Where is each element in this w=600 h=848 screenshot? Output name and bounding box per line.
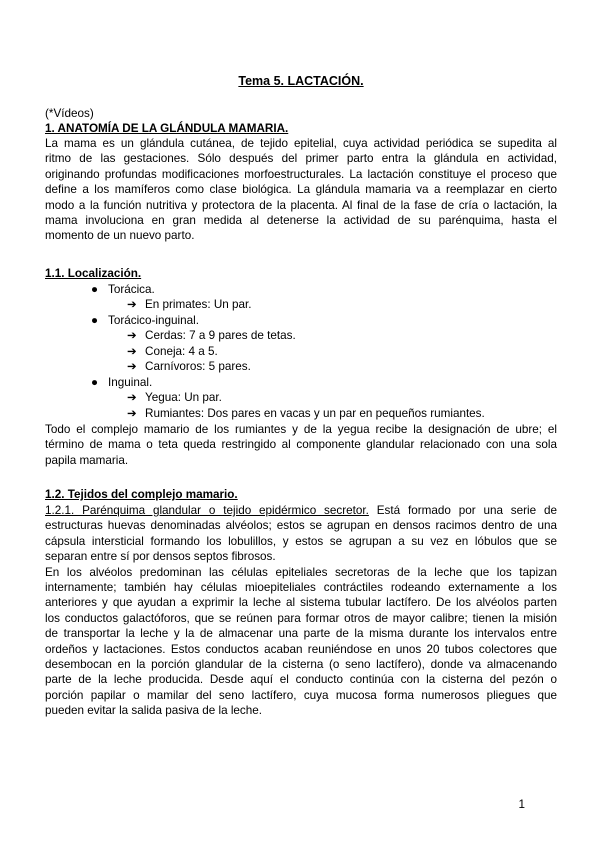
arrow-right-icon: ➔ (127, 329, 137, 342)
sub-list-item (127, 297, 252, 312)
bullet-icon: ● (91, 283, 99, 296)
list-item-label: Torácica. (108, 283, 155, 296)
sub-list-item-label: Rumiantes: Dos pares en vacas y un par en pequeños rumiantes. (145, 407, 485, 420)
paragraph-first-line (45, 503, 557, 518)
paragraph-line: ritmo de las gestaciones. Sólo después del primer parto entra la glándula en actividad, (45, 152, 557, 166)
arrow-right-icon: ➔ (127, 407, 137, 420)
paragraph-line: cápsula intersticial formando los lobulillos, y estos se agrupan a su vez en lóbulos que se (45, 534, 557, 548)
paragraph-line: anteriores y que ayudan a exprimir la leche al sistema tubular lactífero. De los alvéolos parten (45, 596, 557, 610)
paragraph-line: mama involuciona en gran medida al detenerse la actividad de su parénquima, hasta el (45, 214, 557, 228)
paragraph-line: papila mamaria. (45, 453, 129, 467)
paragraph-line: modo a la función nutritiva y protectora de la placenta. Al final de la fase de cría o lactación, la (45, 198, 557, 212)
arrow-right-icon: ➔ (127, 298, 137, 311)
paragraph-line: desembocan en la porción glandular de la cisterna (o seno lactífero), donde va almacenando (45, 658, 557, 672)
section-1-1-heading: 1.1. Localización. (45, 267, 142, 280)
bullet-icon: ● (91, 376, 99, 389)
arrow-right-icon: ➔ (127, 345, 137, 358)
page-title: Tema 5. LACTACIÓN. (238, 74, 364, 88)
paragraph-line: término de mama o teta queda restringido al componente glandular relacionado con una sola (45, 438, 557, 452)
section-1-2-paragraph (45, 503, 557, 719)
sub-list-item-label: Cerdas: 7 a 9 pares de tetas. (145, 329, 296, 342)
bullet-icon: ● (91, 314, 99, 327)
paragraph-line: momento de un nuevo parto. (45, 229, 195, 243)
paragraph-line: En los alvéolos predominan las células epiteliales secretoras de la leche que los tapizan (45, 565, 557, 579)
paragraph-line: de transportar la leche y la de almacenar una parte de la misma durante los intervalos entre (45, 627, 557, 641)
sub-list-item (127, 359, 251, 374)
paragraph-line: originando profundas modificaciones morfoestructurales. La lactación constituye el proceso que (45, 167, 557, 181)
sub-list-item (127, 406, 485, 421)
section-1-paragraph (45, 136, 557, 244)
paragraph-line: internamente; también hay células mioepiteliales contráctiles rodeando externamente a los (45, 581, 557, 595)
sub-heading: 1.2.1. Parénquima glandular o tejido epidérmico secretor. (45, 504, 369, 517)
paragraph-line: define a los mamíferos como clase biológica. La glándula mamaria va a reemplazar en cierto (45, 183, 557, 197)
list-item-label: Inguinal. (108, 376, 153, 389)
paragraph-line: ordeños y lactaciones. Estos conductos acaban reuniéndose en unos 20 tubos colectores que (45, 642, 557, 656)
section-1-heading: 1. ANATOMÍA DE LA GLÁNDULA MAMARIA. (45, 122, 289, 135)
list-item-label: Torácico-inguinal. (108, 314, 199, 327)
arrow-right-icon: ➔ (127, 391, 137, 404)
first-line-rest: Está formado por una serie de (368, 504, 557, 517)
paragraph-line: pueden evitar la salida pasiva de la leche. (45, 704, 263, 718)
paragraph-line: separan entre sí por densos septos fibrosos. (45, 550, 276, 564)
sub-list-item (127, 344, 218, 359)
paragraph-line: estructuras huevas denominadas alvéolos; estos se agrupan en densos racimos dentro de una (45, 519, 557, 533)
section-1-1-closing-paragraph (45, 422, 557, 468)
page-number: 1 (518, 798, 525, 811)
sub-list-item (127, 390, 222, 405)
section-1-2-heading: 1.2. Tejidos del complejo mamario. (45, 488, 238, 501)
paragraph-line: los conductos galactóforos, que se reúnen para formar otros de mayor calibre; tienen la misión (45, 611, 557, 625)
paragraph-line: porción papilar o mamilar del seno lactífero, cuya mucosa forma numerosos pliegues que (45, 688, 557, 702)
paragraph-line: Todo el complejo mamario de los rumiantes y de la yegua recibe la designación de ubre; el (45, 423, 557, 436)
sub-list-item-label: Carnívoros: 5 pares. (145, 360, 251, 373)
sub-list-item-label: En primates: Un par. (145, 298, 252, 311)
paragraph-line: La mama es un glándula cutánea, de tejido epitelial, cuya actividad periódica se supedita al (45, 137, 557, 150)
paragraph-line: parte de la leche producida. Desde aquí el conducto continúa con la cisterna del pezón o (45, 673, 557, 687)
videos-note: (*Vídeos) (45, 107, 94, 120)
sub-list-item-label: Coneja: 4 a 5. (145, 345, 218, 358)
arrow-right-icon: ➔ (127, 360, 137, 373)
sub-list-item-label: Yegua: Un par. (145, 391, 222, 404)
sub-list-item (127, 328, 296, 343)
